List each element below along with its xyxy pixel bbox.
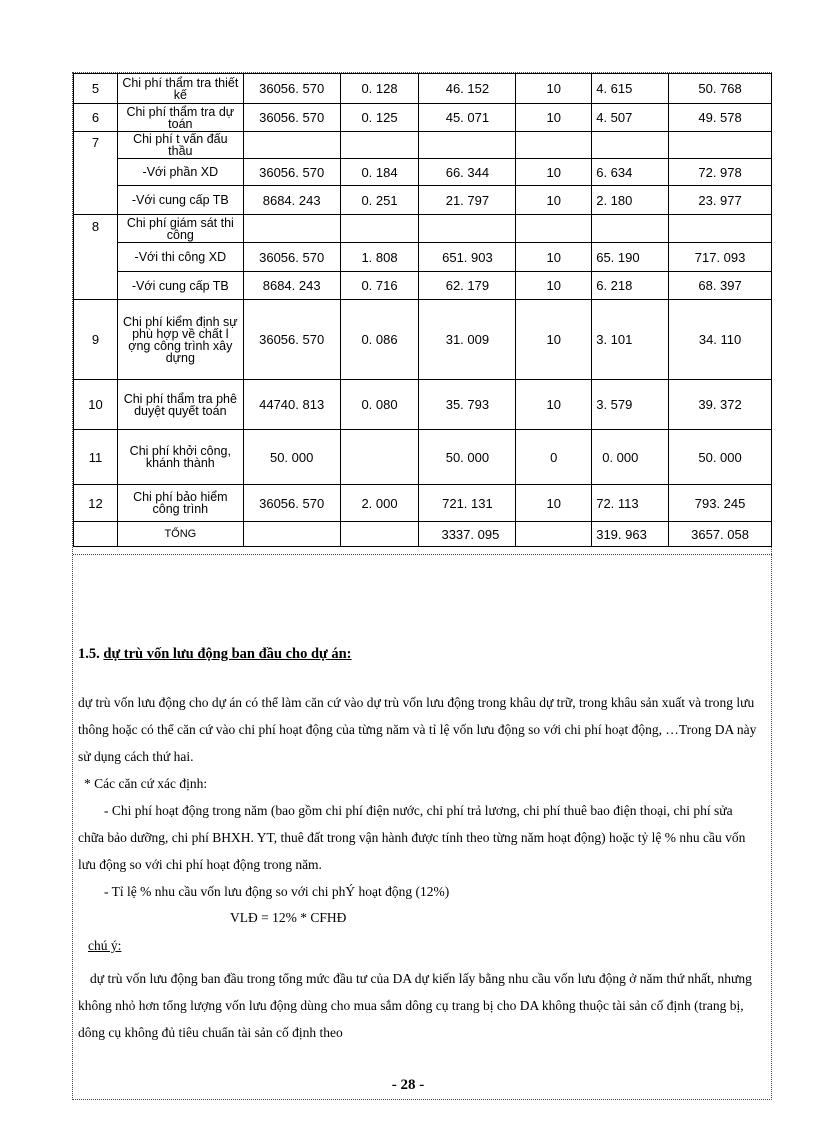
cost-table [73,73,772,547]
pre-tax-value: 31. 009 [419,300,516,380]
section-number: 1.5. [78,646,104,662]
base-value: 44740. 813 [243,380,340,430]
vat-value: 3. 101 [592,300,669,380]
grand-total: 3657. 058 [669,522,772,547]
pre-tax-value: 46. 152 [419,74,516,104]
paragraph: - Chi phí hoạt động trong năm (bao gồm chi phí điện nước, chi phí trả lương, chi phí thuê bao điện thoại, chi phí sửa chữa bảo dưỡng, chi phí BHXH. YT, thuê đất trong vận hành được tính theo từng năm hoạt động) hoặc tỷ lệ % nhu cầu vốn lưu động so với chi phí hoạt động trong năm. [78,803,746,872]
bases-title: * Các căn cứ xác định: [84,776,208,791]
base-value: 36056. 570 [243,74,340,104]
row-number: 8 [74,215,118,300]
table-row [74,272,772,300]
table-row [74,186,772,215]
total-value: 23. 977 [669,186,772,215]
vat-rate: 10 [516,243,592,272]
divider [73,554,772,555]
vat-rate: 10 [516,104,592,132]
total-value: 72. 978 [669,159,772,186]
rate-value: 0. 184 [340,159,419,186]
row-number: 5 [74,74,118,104]
vat-value: 0. 000 [592,430,669,485]
table-row [74,104,772,132]
table-row [74,485,772,522]
table-row [74,74,772,104]
paragraph: dự trù vốn lưu động ban đầu trong tổng mức đầu tư của DA dự kiến lấy bằng nhu cầu vốn lưu động ở năm thứ nhất, nhưng không nhỏ hơn tổng lượng vốn lưu động dùng cho mua sắm dông cụ trang bị cho DA không thuộc tài sản cố định (trang bị, dông cụ không đủ tiêu chuẩn tài sản cố định theo [78,971,752,1040]
total-value: 49. 578 [669,104,772,132]
pre-tax-value: 651. 903 [419,243,516,272]
vat-value: 3. 579 [592,380,669,430]
cost-subitem-name: -Với phần XD [117,159,243,186]
row-number: 10 [74,380,118,430]
cost-subitem-name: -Với cung cấp TB [117,186,243,215]
total-value: 717. 093 [669,243,772,272]
cost-item-name: Chi phí kiểm định sự phù hợp về chất l ợng công trình xây dựng [117,300,243,380]
base-value: 36056. 570 [243,485,340,522]
pre-tax-value: 62. 179 [419,272,516,300]
vat-value: 65. 190 [592,243,669,272]
vat-value: 6. 218 [592,272,669,300]
total-label: TỔNG [117,522,243,547]
pre-tax-value: 50. 000 [419,430,516,485]
rate-value: 2. 000 [340,485,419,522]
rate-value: 0. 251 [340,186,419,215]
vat-value: 72. 113 [592,485,669,522]
total-value: 68. 397 [669,272,772,300]
total-row [74,522,772,547]
base-value: 8684. 243 [243,272,340,300]
body-text [78,689,758,905]
vat-rate: 10 [516,159,592,186]
page-number: - 28 - [391,1077,425,1093]
row-number: 12 [74,485,118,522]
section-heading [78,646,352,663]
vat-rate: 10 [516,272,592,300]
vat-value: 2. 180 [592,186,669,215]
rate-value: 0. 086 [340,300,419,380]
cost-item-name: Chi phí t vấn đấu thầu [117,132,243,159]
vat-rate: 10 [516,186,592,215]
table-row [74,159,772,186]
pre-tax-value: 66. 344 [419,159,516,186]
base-value: 36056. 570 [243,159,340,186]
rate-value: 0. 080 [340,380,419,430]
row-number: 6 [74,104,118,132]
total-value: 50. 768 [669,74,772,104]
cost-item-name: Chi phí thẩm tra dự toán [117,104,243,132]
section-title: dự trù vốn lưu động ban đầu cho dự án: [103,646,352,662]
vat-rate: 0 [516,430,592,485]
total-vat: 319. 963 [592,522,669,547]
cost-item-name: Chi phí bảo hiểm công trình [117,485,243,522]
pre-tax-value: 35. 793 [419,380,516,430]
cost-subitem-name: -Với cung cấp TB [117,272,243,300]
rate-value: 1. 808 [340,243,419,272]
rate-value [340,430,419,485]
base-value: 50. 000 [243,430,340,485]
base-value: 36056. 570 [243,104,340,132]
cost-subitem-name: -Với thi công XD [117,243,243,272]
formula: VLĐ = 12% * CFHĐ [230,910,347,925]
cost-item-name: Chi phí giám sát thi công [117,215,243,243]
cost-item-name: Chi phí thẩm tra thiết kế [117,74,243,104]
table-row [74,215,772,243]
paragraph: dự trù vốn lưu động cho dự án có thể làm căn cứ vào dự trù vốn lưu động trong khâu dự trữ, trong khâu sản xuất và trong lưu thông hoặc có thể căn cứ vào chi phí hoạt động của từng năm và tỉ lệ vốn lưu động so với chi phí hoạt động, …Trong DA này sử dụng cách thứ hai. [78,695,757,764]
vat-rate: 10 [516,485,592,522]
vat-rate: 10 [516,300,592,380]
table-row [74,243,772,272]
table-row [74,300,772,380]
pre-tax-value: 45. 071 [419,104,516,132]
total-value: 793. 245 [669,485,772,522]
rate-value: 0. 716 [340,272,419,300]
total-value: 50. 000 [669,430,772,485]
cost-item-name: Chi phí khởi công, khánh thành [117,430,243,485]
table-row [74,430,772,485]
table-row [74,132,772,159]
base-value: 36056. 570 [243,243,340,272]
vat-value: 4. 507 [592,104,669,132]
row-number: 11 [74,430,118,485]
pre-tax-value: 721. 131 [419,485,516,522]
total-pre-tax: 3337. 095 [419,522,516,547]
vat-value: 6. 634 [592,159,669,186]
vat-rate: 10 [516,380,592,430]
vat-value: 4. 615 [592,74,669,104]
row-number: 9 [74,300,118,380]
note-title: chú ý: [88,938,122,953]
total-value: 39. 372 [669,380,772,430]
total-value: 34. 110 [669,300,772,380]
rate-value: 0. 125 [340,104,419,132]
base-value: 8684. 243 [243,186,340,215]
rate-value: 0. 128 [340,74,419,104]
cost-item-name: Chi phí thẩm tra phê duyệt quyết toán [117,380,243,430]
paragraph: - Tỉ lệ % nhu cầu vốn lưu động so với chi phÝ hoạt động (12%) [104,884,450,899]
table-row [74,380,772,430]
vat-rate: 10 [516,74,592,104]
pre-tax-value: 21. 797 [419,186,516,215]
row-number: 7 [74,132,118,215]
base-value: 36056. 570 [243,300,340,380]
